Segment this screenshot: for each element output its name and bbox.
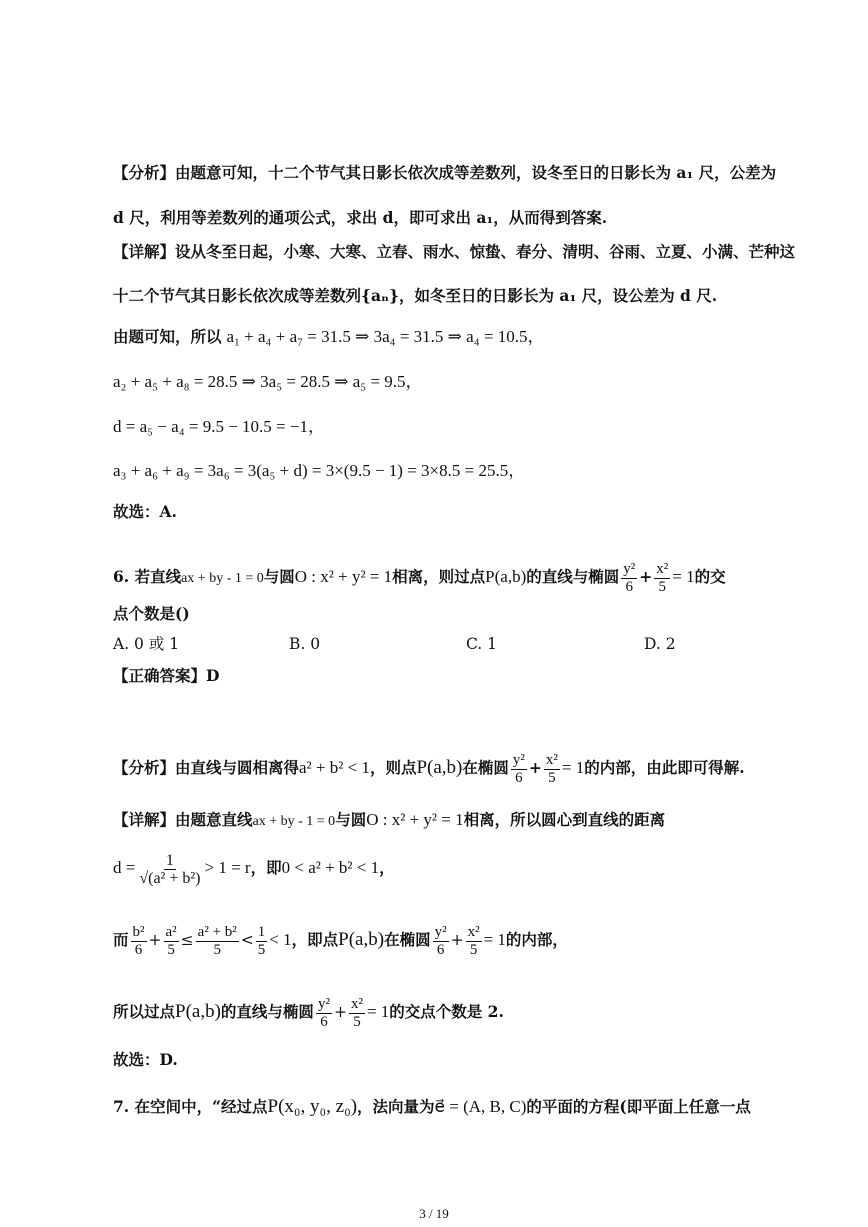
- detail-2-text-a: 【详解】由题意直线: [113, 810, 253, 829]
- ellipse-x-term: $\frac{\text{x²}}{5}$: [545, 751, 558, 786]
- ellipse-eq-rhs: = 1: [561, 758, 585, 777]
- analysis-2-point: P(a,b): [416, 757, 463, 778]
- ellipse-eq-rhs: = 1: [483, 930, 506, 949]
- detail-line-2: 十二个节气其日影长依次成等差数列{aₙ}，如冬至日的日影长为 a₁ 尺，设公差为 d 尺.: [113, 286, 718, 305]
- analysis-2-text-e: 在椭圆: [462, 758, 509, 777]
- ellipse-y-term: $\frac{\text{y²}}{6}$: [317, 995, 330, 1030]
- final-point: P(a,b): [175, 1001, 221, 1022]
- detail-line-3-prefix: 由题可知，所以: [113, 327, 222, 346]
- option-d: D. 2: [644, 635, 676, 653]
- q7-text-e: 的平面的方程(即平面上任意一点: [526, 1097, 751, 1116]
- q7-point: P(x₀, y₀, z₀): [267, 1096, 358, 1117]
- ellipse-y-term: $\frac{\text{y²}}{6}$: [623, 560, 636, 595]
- ellipse-x-term: $\frac{\text{x²}}{5}$: [350, 995, 363, 1030]
- question-6-line-2: 点个数是(): [113, 604, 190, 623]
- ineq-a-term: $\frac{\text{a²}}{5}$: [165, 923, 177, 958]
- question-7-line-1: [113, 1092, 808, 1122]
- ineq-one-fifth: $\frac{1}{5}$: [257, 923, 266, 958]
- detail-line-1: 【详解】设从冬至日起，小寒、大寒、立春、雨水、惊蛰、春分、清明、谷雨、立夏、小满、芒种这: [113, 242, 796, 261]
- ineq-tail: < 1: [269, 930, 292, 949]
- q6-text-g: 的直线与椭圆: [526, 567, 620, 586]
- equation-a4: a₁ + a₄ + a₇ = 31.5 ⇒ 3a₄ = 31.5 ⇒ a₄ = 10.5，: [226, 327, 545, 346]
- distance-tail-a: ，即: [250, 858, 282, 877]
- final-line: 所以过点P(a,b)的直线与椭圆 $\frac{\text{y²}}{6}$ + $\frac{\text{x²}}{5}$ = 1的交点个数是 2.: [113, 995, 504, 1030]
- distance-rhs: > 1 = r: [204, 858, 251, 877]
- q7-text-a: 7. 在空间中，“经过点: [113, 1097, 268, 1116]
- correct-answer: 【正确答案】D: [113, 666, 220, 685]
- ellipse-x-term: $\frac{\text{x²}}{5}$: [467, 923, 480, 958]
- q6-text-a: 6. 若直线: [113, 567, 182, 586]
- option-c: C. 1: [466, 635, 498, 653]
- distance-tail-c: ，: [379, 858, 395, 877]
- distance-tail-ineq: 0 < a² + b² < 1: [281, 858, 380, 877]
- ellipse-eq-rhs: = 1: [672, 567, 695, 586]
- detail-2-text-c: 与圆: [335, 810, 367, 829]
- option-a: A. 0 或 1: [113, 635, 180, 653]
- inequality-line: 而 $\frac{\text{b²}}{6}$ + $\frac{\text{a²}}{5}$ ≤ $\frac{\text{a² + b²}}{5}$ < $\frac{1}{5}$ < 1，即点P(a,b)在椭圆 $\frac{\text{y²}}{6}$ + $\frac{\text{x²}}{5}$ = 1的内部，: [113, 923, 568, 958]
- detail-line-6: [113, 460, 808, 482]
- ineq-b-term: $\frac{\text{b²}}{6}$: [132, 923, 145, 958]
- final-text-a: 所以过点: [113, 1002, 176, 1021]
- distance-lhs: d =: [113, 858, 136, 877]
- choice-1: 故选：A.: [113, 502, 177, 521]
- q7-normal-vector: e⃗ = (A, B, C): [434, 1097, 527, 1116]
- detail-2-line-1: [113, 809, 808, 833]
- ellipse-eq-rhs: = 1: [366, 1002, 390, 1021]
- q6-text-h: 的交: [694, 567, 726, 586]
- final-text-c: 的直线与椭圆: [220, 1002, 314, 1021]
- detail-line-4: [113, 371, 808, 393]
- distance-fraction: $\frac{1}{\text{√(a² + b²)}}$: [139, 851, 201, 887]
- choice-2: 故选：D.: [113, 1050, 178, 1069]
- detail-line-5: [113, 416, 808, 438]
- detail-line-3: [113, 326, 808, 348]
- option-b: B. 0: [289, 635, 321, 653]
- equation-a5: a₂ + a₅ + a₈ = 28.5 ⇒ 3a₅ = 28.5 ⇒ a₅ = 9.5，: [113, 372, 423, 391]
- page-number: 3 / 19: [419, 1206, 449, 1221]
- ineq-point: P(a,b): [338, 929, 385, 950]
- ineq-text-d: 的内部，: [505, 930, 568, 949]
- analysis-2-text-f: 的内部，由此即可得解.: [584, 758, 745, 777]
- q6-text-c: 与圆: [263, 567, 295, 586]
- analysis-line-2: d 尺，利用等差数列的通项公式，求出 d，即可求出 a₁，从而得到答案.: [113, 208, 608, 227]
- analysis-2: 【分析】由直线与圆相离得a² + b² < 1，则点P(a,b)在椭圆 $\frac{\text{y²}}{6}$ + $\frac{\text{x²}}{5}$ = 1的内部，由此即可得解.: [113, 751, 745, 786]
- analysis-line-1: 【分析】由题意可知，十二个节气其日影长依次成等差数列，设冬至日的日影长为 a₁ 尺，公差为: [113, 163, 777, 182]
- ellipse-y-term: $\frac{\text{y²}}{6}$: [434, 923, 447, 958]
- equation-a6: a₃ + a₆ + a₉ = 3a₆ = 3(a₅ + d) = 3×(9.5 − 1) = 3×8.5 = 25.5，: [113, 461, 526, 480]
- distance-formula: [113, 846, 808, 890]
- detail-2-text-e: 相离，所以圆心到直线的距离: [463, 810, 666, 829]
- equation-d: d = a₅ − a₄ = 9.5 − 10.5 = −1，: [113, 417, 325, 436]
- q6-point: P(a,b): [485, 567, 527, 586]
- ellipse-y-term: $\frac{\text{y²}}{6}$: [512, 751, 525, 786]
- ineq-ab-term: $\frac{\text{a² + b²}}{5}$: [197, 923, 237, 958]
- final-text-d: 的交点个数是 2.: [389, 1002, 504, 1021]
- q6-line-eq: ax + by - 1 = 0: [181, 571, 264, 586]
- ineq-prefix: 而: [113, 930, 129, 949]
- question-6-line-1: 6. 若直线ax + by - 1 = 0与圆O : x² + y² = 1相离，则过点P(a,b)的直线与椭圆 $\frac{\text{y²}}{6}$ + $\frac{\text{x²}}{5}$ = 1的交: [113, 560, 726, 595]
- ellipse-x-term: $\frac{\text{x²}}{5}$: [656, 560, 669, 595]
- detail-2-circle-eq: O : x² + y² = 1: [366, 810, 464, 829]
- q6-text-e: 相离，则过点: [392, 567, 486, 586]
- analysis-2-ineq: a² + b² < 1: [299, 758, 370, 777]
- ineq-text-c: 在椭圆: [384, 930, 431, 949]
- analysis-2-text-c: ，则点: [369, 758, 417, 777]
- q6-circle-eq: O : x² + y² = 1: [294, 567, 393, 586]
- analysis-2-text-a: 【分析】由直线与圆相离得: [113, 758, 300, 777]
- detail-2-line-eq: ax + by - 1 = 0: [252, 814, 336, 829]
- q7-text-c: ，法向量为: [357, 1097, 435, 1116]
- ineq-text-a: ，即点: [291, 930, 339, 949]
